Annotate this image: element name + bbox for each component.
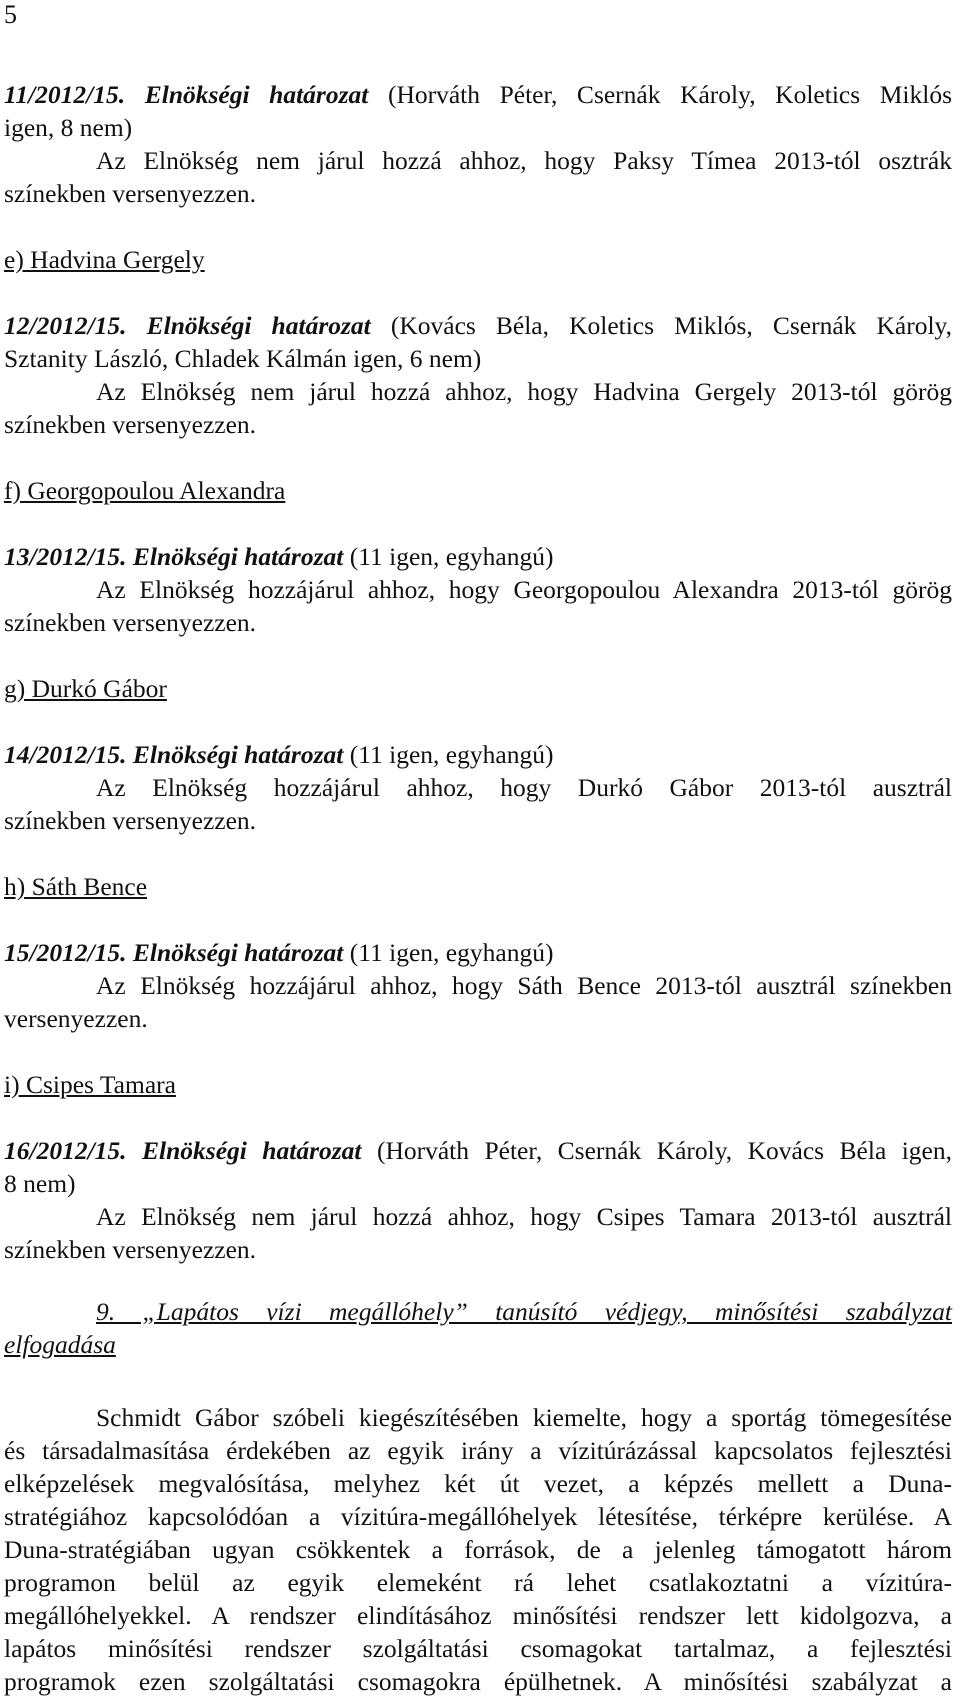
resolution-ref: 13/2012/15. bbox=[4, 542, 127, 571]
resolution-text-cont: színekben versenyezzen. bbox=[4, 806, 257, 835]
candidate-heading: h) Sáth Bence bbox=[4, 872, 148, 901]
resolution-header bbox=[4, 738, 952, 771]
section-9-body bbox=[4, 1401, 952, 1698]
resolution-text: Az Elnökség hozzájárul ahhoz, hogy Georgopoulou Alexandra 2013-tól görög bbox=[96, 575, 952, 604]
resolution-vote: (11 igen, egyhangú) bbox=[349, 740, 554, 769]
resolution-text-cont: színekben versenyezzen. bbox=[4, 410, 257, 439]
body-line: programon belül az egyik elemeként rá lehet csatlakoztatni a vízitúra- bbox=[4, 1568, 952, 1597]
body-line: elképzelések megvalósítása, melyhez két út vezet, a képzés mellett a Duna- bbox=[4, 1469, 952, 1498]
resolution-vote: (11 igen, egyhangú) bbox=[349, 542, 554, 571]
resolution-vote: (11 igen, egyhangú) bbox=[349, 938, 554, 967]
candidate-heading: f) Georgopoulou Alexandra bbox=[4, 476, 286, 505]
resolution-ref: 12/2012/15. bbox=[4, 311, 127, 340]
resolution-text: Az Elnökség nem járul hozzá ahhoz, hogy Csipes Tamara 2013-tól ausztrál bbox=[96, 1202, 952, 1231]
resolution-vote: (Kovács Béla, Koletics Miklós, Csernák Károly, bbox=[390, 311, 953, 340]
resolution-header bbox=[4, 309, 952, 342]
resolution-11 bbox=[4, 78, 952, 210]
section-9-title-cont: elfogadása bbox=[4, 1330, 116, 1359]
resolution-label: Elnökségi határozat bbox=[146, 311, 371, 340]
section-9 bbox=[4, 1295, 952, 1698]
page-number: 5 bbox=[4, 0, 17, 29]
body-line: stratégiához kapcsolódóan a vízitúra-megállóhelyek létesítése, térképre kerülése. A bbox=[4, 1502, 952, 1531]
resolution-label: Elnökségi határozat bbox=[132, 938, 344, 967]
resolution-text-cont: színekben versenyezzen. bbox=[4, 608, 257, 637]
resolution-14 bbox=[4, 672, 952, 837]
candidate-heading: i) Csipes Tamara bbox=[4, 1070, 176, 1099]
resolution-label: Elnökségi határozat bbox=[132, 740, 344, 769]
resolution-label: Elnökségi határozat bbox=[144, 80, 369, 109]
resolution-header bbox=[4, 936, 952, 969]
resolution-ref: 11/2012/15. bbox=[4, 80, 126, 109]
resolution-vote-cont: igen, 8 nem) bbox=[4, 113, 133, 142]
body-line: megállóhelyekkel. A rendszer elindításához minősítési rendszer lett kidolgozva, a bbox=[4, 1601, 952, 1630]
body-line: lapátos minősítési rendszer szolgáltatási csomagokat tartalmaz, a fejlesztési bbox=[4, 1634, 952, 1663]
resolution-text-cont: színekben versenyezzen. bbox=[4, 1235, 257, 1264]
resolution-vote-cont: 8 nem) bbox=[4, 1169, 76, 1198]
resolution-ref: 14/2012/15. bbox=[4, 740, 127, 769]
body-line: Duna-stratégiában ugyan csökkentek a források, de a jelenleg támogatott három bbox=[4, 1535, 952, 1564]
resolution-vote: (Horváth Péter, Csernák Károly, Koletics Miklós bbox=[387, 80, 953, 109]
resolution-16 bbox=[4, 1068, 952, 1266]
resolution-header bbox=[4, 540, 952, 573]
resolution-15 bbox=[4, 870, 952, 1035]
resolution-text: Az Elnökség nem járul hozzá ahhoz, hogy Paksy Tímea 2013-tól osztrák bbox=[96, 146, 952, 175]
resolution-text: Az Elnökség hozzájárul ahhoz, hogy Sáth Bence 2013-tól ausztrál színekben bbox=[96, 971, 952, 1000]
resolution-13 bbox=[4, 474, 952, 639]
resolution-text: Az Elnökség nem járul hozzá ahhoz, hogy Hadvina Gergely 2013-tól görög bbox=[96, 377, 952, 406]
resolution-header bbox=[4, 78, 952, 111]
resolution-header bbox=[4, 1134, 952, 1167]
body-line: programok ezen szolgáltatási csomagokra épülhetnek. A minősítési szabályzat a bbox=[4, 1667, 952, 1696]
candidate-heading: g) Durkó Gábor bbox=[4, 674, 167, 703]
resolution-text-cont: versenyezzen. bbox=[4, 1004, 148, 1033]
body-line: és társadalmasítása érdekében az egyik irány a vízitúrázással kapcsolatos fejlesztési bbox=[4, 1436, 952, 1465]
resolution-ref: 15/2012/15. bbox=[4, 938, 127, 967]
resolution-ref: 16/2012/15. bbox=[4, 1136, 127, 1165]
candidate-heading: e) Hadvina Gergely bbox=[4, 245, 205, 274]
resolution-12 bbox=[4, 243, 952, 441]
section-9-title: 9. „Lapátos vízi megállóhely” tanúsító védjegy, minősítési szabályzat bbox=[96, 1297, 952, 1326]
resolution-label: Elnökségi határozat bbox=[132, 542, 344, 571]
resolution-label: Elnökségi határozat bbox=[142, 1136, 362, 1165]
resolution-vote: (Horváth Péter, Csernák Károly, Kovács Béla igen, bbox=[376, 1136, 953, 1165]
resolution-text-cont: színekben versenyezzen. bbox=[4, 179, 257, 208]
resolution-text: Az Elnökség hozzájárul ahhoz, hogy Durkó Gábor 2013-tól ausztrál bbox=[96, 773, 952, 802]
resolution-vote-cont: Sztanity László, Chladek Kálmán igen, 6 nem) bbox=[4, 344, 482, 373]
body-line: Schmidt Gábor szóbeli kiegészítésében kiemelte, hogy a sportág tömegesítése bbox=[96, 1403, 952, 1432]
document-body bbox=[4, 78, 952, 1698]
